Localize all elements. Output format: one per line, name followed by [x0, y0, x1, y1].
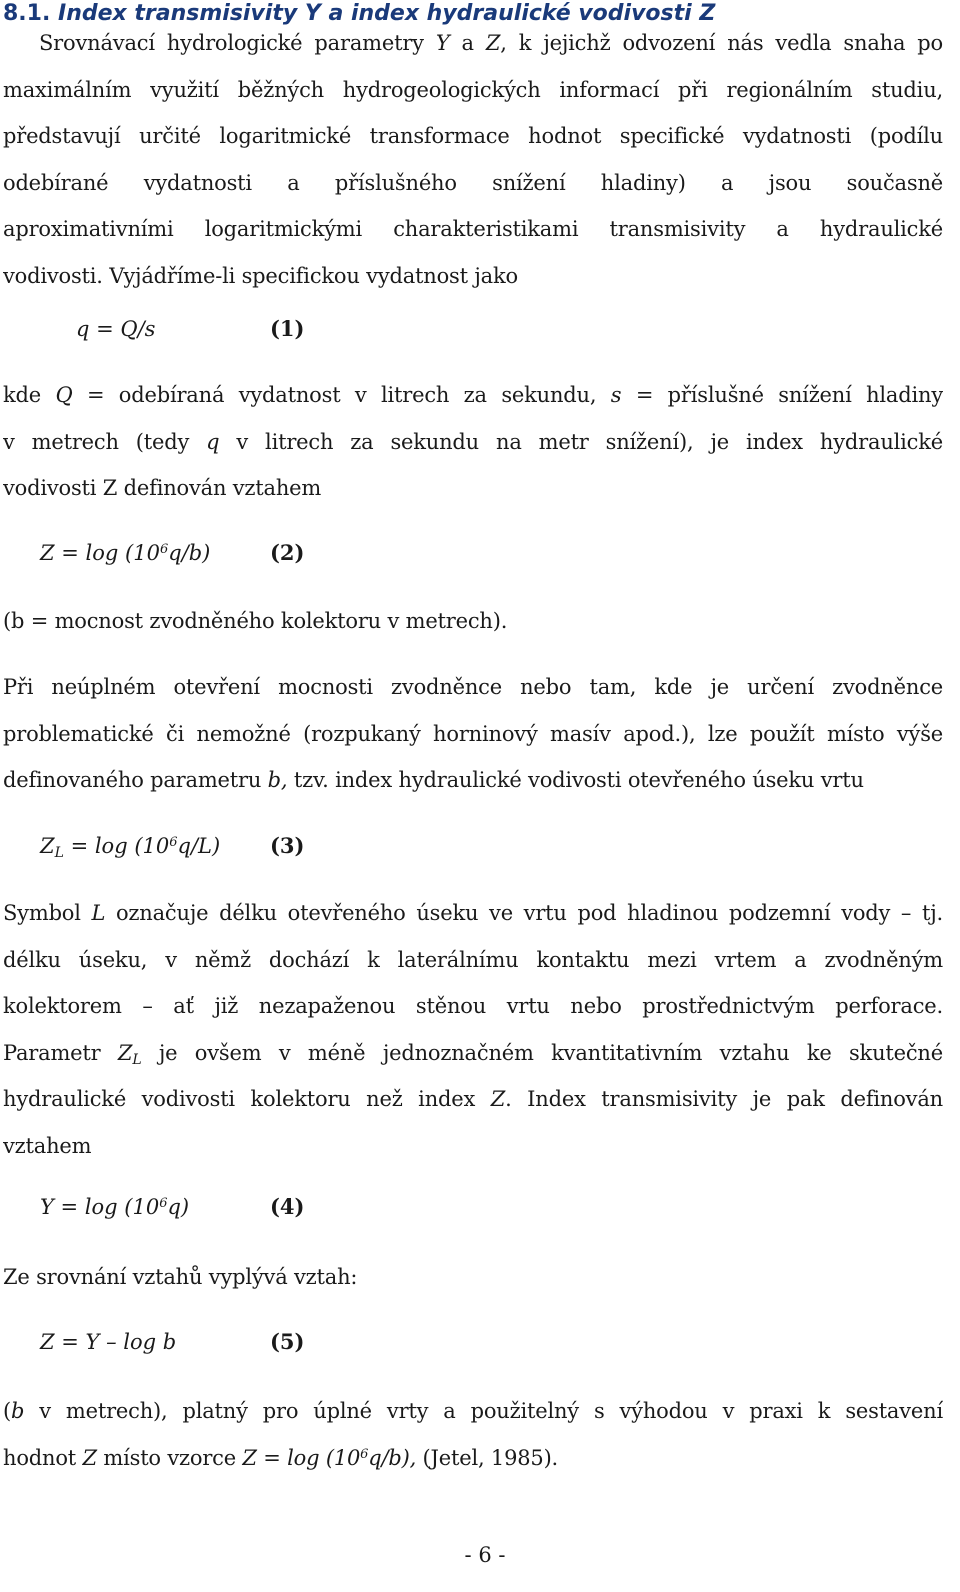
equation-formula: $Z = \log (10^6q/b)$ [40, 541, 211, 565]
section-number: 8.1. [3, 1, 51, 26]
equation-formula: $Z_L = \log (10^6q/L)$ [40, 834, 221, 861]
equation-formula: $Y = \log (10^6q)$ [40, 1195, 190, 1219]
paragraph-line: (b = mocnost zvodněného kolektoru v metrech). [3, 609, 508, 633]
paragraph-line: kolektorem – ať již nezapaženou stěnou vrtu nebo prostřednictvým perforace. [3, 994, 943, 1018]
paragraph-partial-opening [3, 664, 943, 804]
equation-label: (2) [270, 540, 305, 565]
paragraph-line: problematické či nemožné (rozpukaný horninový masív apod.), lze použít místo výše [3, 721, 943, 746]
equation-label: (4) [270, 1194, 305, 1219]
paragraph-symbol-l [3, 890, 943, 1169]
paragraph-line: hydraulické vodivosti kolektoru než index Z. Index transmisivity je pak definován [3, 1087, 943, 1111]
paragraph-line: kde Q = odebíraná vydatnost v litrech za sekundu, s = příslušné snížení hladiny [3, 383, 943, 407]
page-number: - 6 - [464, 1543, 506, 1567]
paragraph-intro [3, 20, 943, 299]
section-title: Index transmisivity Y a index hydraulické vodivosti Z [58, 1, 716, 26]
paragraph-line: Při neúplném otevření mocnosti zvodněnce nebo tam, kde je určení zvodněnce [3, 675, 943, 699]
equation-formula: q = Q/s [76, 317, 156, 341]
equation-2 [40, 538, 305, 568]
equation-1 [76, 314, 305, 344]
equation-label: (1) [270, 316, 305, 341]
paragraph-line: představují určité logaritmické transformace hodnot specifické vydatnosti (podílu [3, 124, 943, 148]
equation-4 [40, 1192, 305, 1222]
paragraph-conclusion [3, 1388, 943, 1481]
equation-label: (3) [270, 833, 305, 858]
equation-label: (5) [270, 1329, 305, 1354]
paragraph-line: délku úseku, v němž dochází k laterálnímu kontaktu mezi vrtem a zvodněným [3, 947, 943, 972]
paragraph-definitions [3, 372, 943, 512]
paragraph-line: Srovnávací hydrologické parametry Y a Z, k jejichž odvození nás vedla snaha po [39, 31, 943, 55]
paragraph-line: Ze srovnání vztahů vyplývá vztah: [3, 1265, 358, 1289]
paragraph-comparison [3, 1254, 943, 1301]
paragraph-line: vodivosti. Vyjádříme-li specifickou vydatnost jako [3, 263, 518, 288]
paragraph-line: vodivosti Z definován vztahem [3, 476, 322, 500]
paragraph-line: maximálním využití běžných hydrogeologických informací při regionálním studiu, [3, 77, 943, 102]
paragraph-line: Parametr $Z_L$ je ovšem v méně jednoznačném kvantitativním vztahu ke skutečné [3, 1040, 943, 1068]
equation-5 [40, 1327, 305, 1357]
equation-3 [40, 831, 305, 861]
paragraph-line: v metrech (tedy q v litrech za sekundu na metr snížení), je index hydraulické [3, 429, 943, 454]
paragraph-line: aproximativními logaritmickými charakteristikami transmisivity a hydraulické [3, 217, 943, 241]
paragraph-line: vztahem [3, 1133, 92, 1158]
paragraph-line: definovaného parametru b, tzv. index hydraulické vodivosti otevřeného úseku vrtu [3, 768, 864, 792]
paragraph-line: hodnot Z místo vzorce $Z = \log (10^6q/b)$, (Jetel, 1985). [3, 1445, 559, 1470]
equation-formula: Z = Y – log b [40, 1330, 177, 1354]
paragraph-line: Symbol L označuje délku otevřeného úseku ve vrtu pod hladinou podzemní vody – tj. [3, 901, 943, 925]
paragraph-thickness-note [3, 598, 943, 645]
paragraph-line: (b v metrech), platný pro úplné vrty a použitelný s výhodou v praxi k sestavení [3, 1399, 943, 1423]
paragraph-line: odebírané vydatnosti a příslušného snížení hladiny) a jsou současně [3, 170, 943, 195]
